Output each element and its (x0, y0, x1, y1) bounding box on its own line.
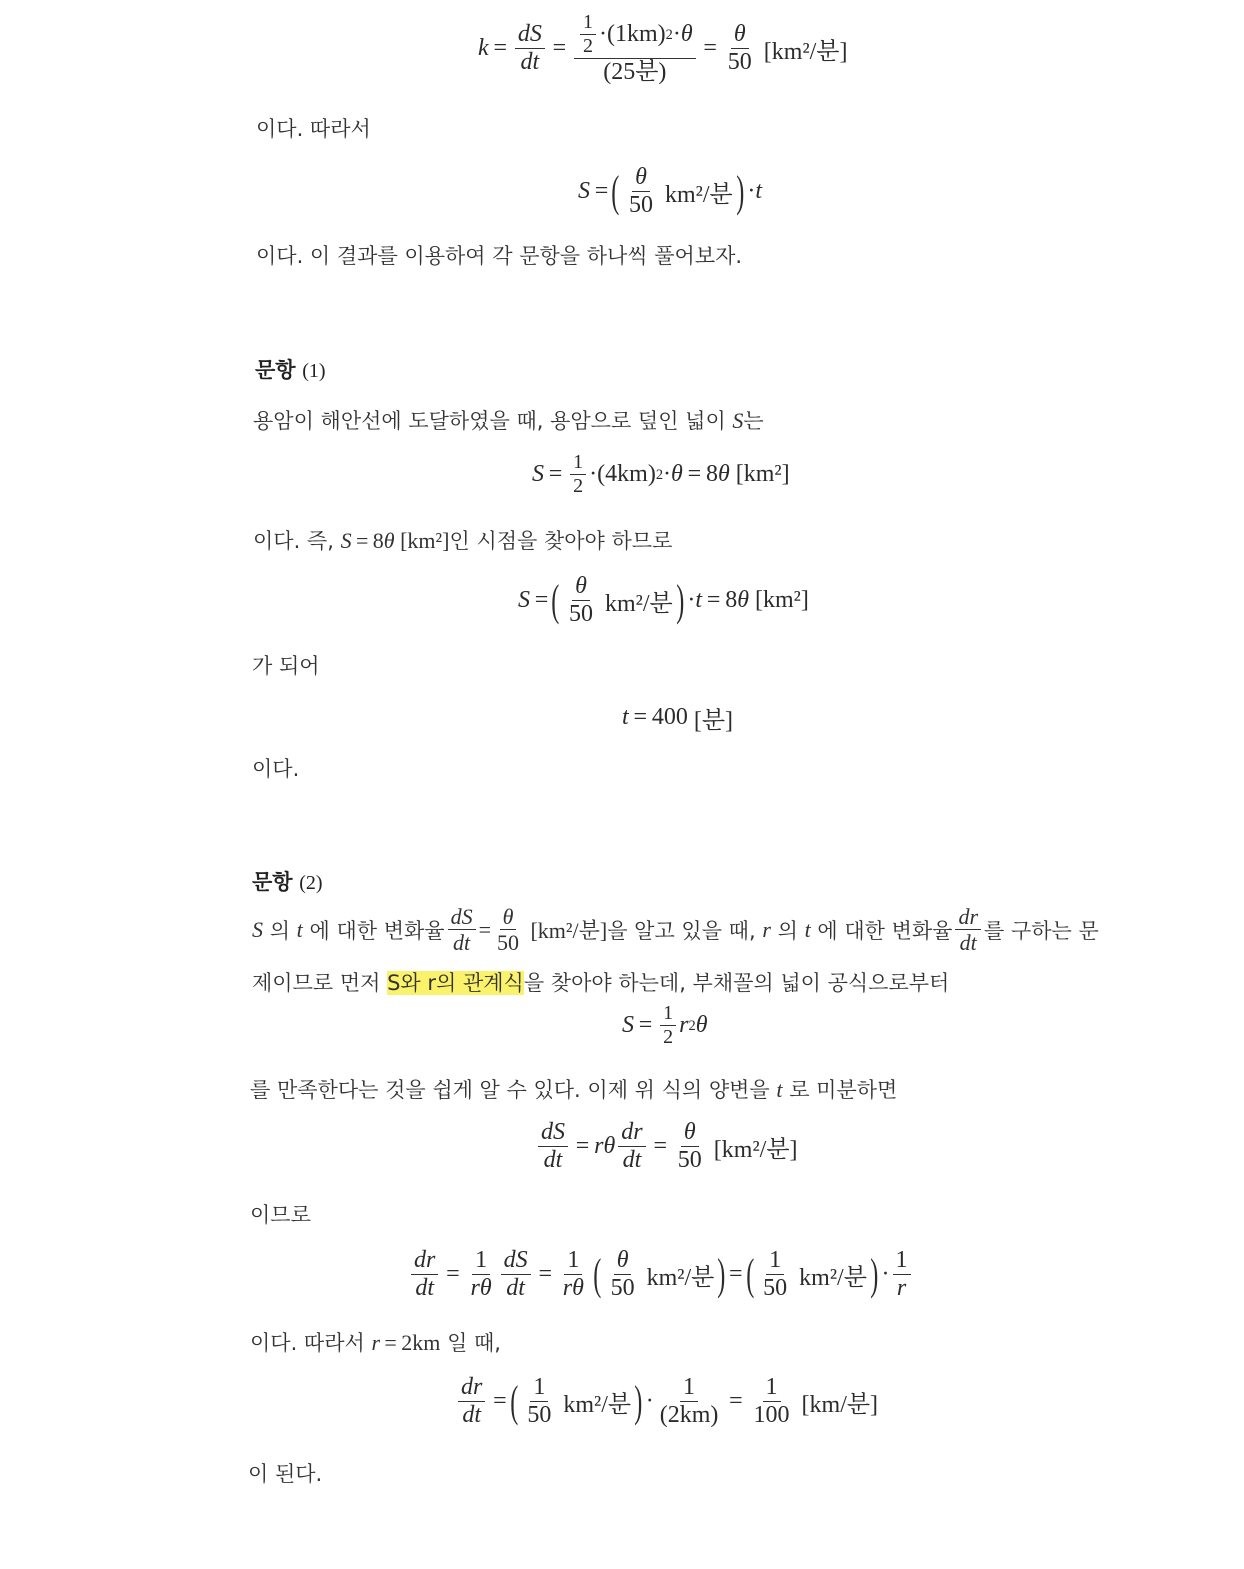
text-line: 이다. 이 결과를 이용하여 각 문항을 하나씩 풀어보자. (256, 244, 743, 268)
equation-final-rate: $\frac{dr}{dt}$ = ( $\frac{1}{50}$ km²/분 ) · $\frac{1}{(2km)}$ = $\frac{1}{100}$ [km/분] (455, 1375, 878, 1428)
text-line: 가 되어 (252, 654, 320, 678)
equation-derivative: $\frac{dS}{dt}$ = rθ $\frac{dr}{dt}$ = $\frac{\theta}{50}$ [km²/분] (535, 1120, 798, 1173)
text-line: 이다. 따라서 r = 2km 일 때, (250, 1330, 501, 1355)
equation-k: k = $\frac{dS}{dt}$ = $\frac{1}{2}$ · (1km) 2 · θ (25분) = $\frac{\theta}{50}$ [km²/분] (478, 11, 848, 85)
text-line: 이다. (252, 757, 300, 781)
text-line: 이므로 (250, 1203, 311, 1227)
equation-dr-dt: $\frac{dr}{dt}$ = $\frac{1}{r\theta}$ $\frac{dS}{dt}$ = $\frac{1}{r\theta}$ ( $\frac{\theta}{50}$ km²/분 ) = ( $\frac{1}{50}$ km²/분 ) · $\frac{1}{r}$ (408, 1248, 914, 1301)
section-heading-2: 문항 (2) (252, 870, 323, 894)
text-line: 제이므로 먼저 S와 r의 관계식을 찾아야 하는데, 부채꼴의 넓이 공식으로부터 (252, 971, 950, 995)
text-line: 이다. 즉, S = 8θ [km²]인 시점을 찾아야 하므로 (253, 528, 673, 553)
equation-sector-area: S = $\frac{1}{2}$ r 2 θ (622, 1002, 708, 1048)
equation-s-of-t: S = ( $\frac{\theta}{50}$ km²/분 ) · t (578, 164, 763, 219)
unit-km2-per-min: [km²/분] (763, 39, 848, 66)
text-line: 용암이 해안선에 도달하였을 때, 용암으로 덮인 넓이 S는 (253, 408, 764, 433)
section-heading-1: 문항 (1) (255, 358, 326, 382)
highlighted-phrase: S와 r의 관계식 (387, 971, 524, 995)
text-line: S 의 t 에 대한 변화율 $\frac{dS}{dt}$ = $\frac{\theta}{50}$ [km²/분] 을 알고 있을 때, r 의 t 에 대한 변화율 $\frac{dr}{dt}$ 를 구하는 문 (252, 904, 1099, 956)
equation-area-4km: S = $\frac{1}{2}$ · (4km) 2 · θ = 8 θ [km²] (532, 451, 790, 497)
equation-s-equals-8theta: S = ( $\frac{\theta}{50}$ km²/분 ) · t = 8 θ [km²] (518, 573, 809, 628)
text-line: 를 만족한다는 것을 쉽게 알 수 있다. 이제 위 식의 양변을 t 로 미분하면 (250, 1077, 898, 1102)
text-line: 이다. 따라서 (256, 117, 371, 141)
text-line: 이 된다. (248, 1462, 323, 1486)
equation-t-400: t = 400 [분] (622, 704, 733, 734)
